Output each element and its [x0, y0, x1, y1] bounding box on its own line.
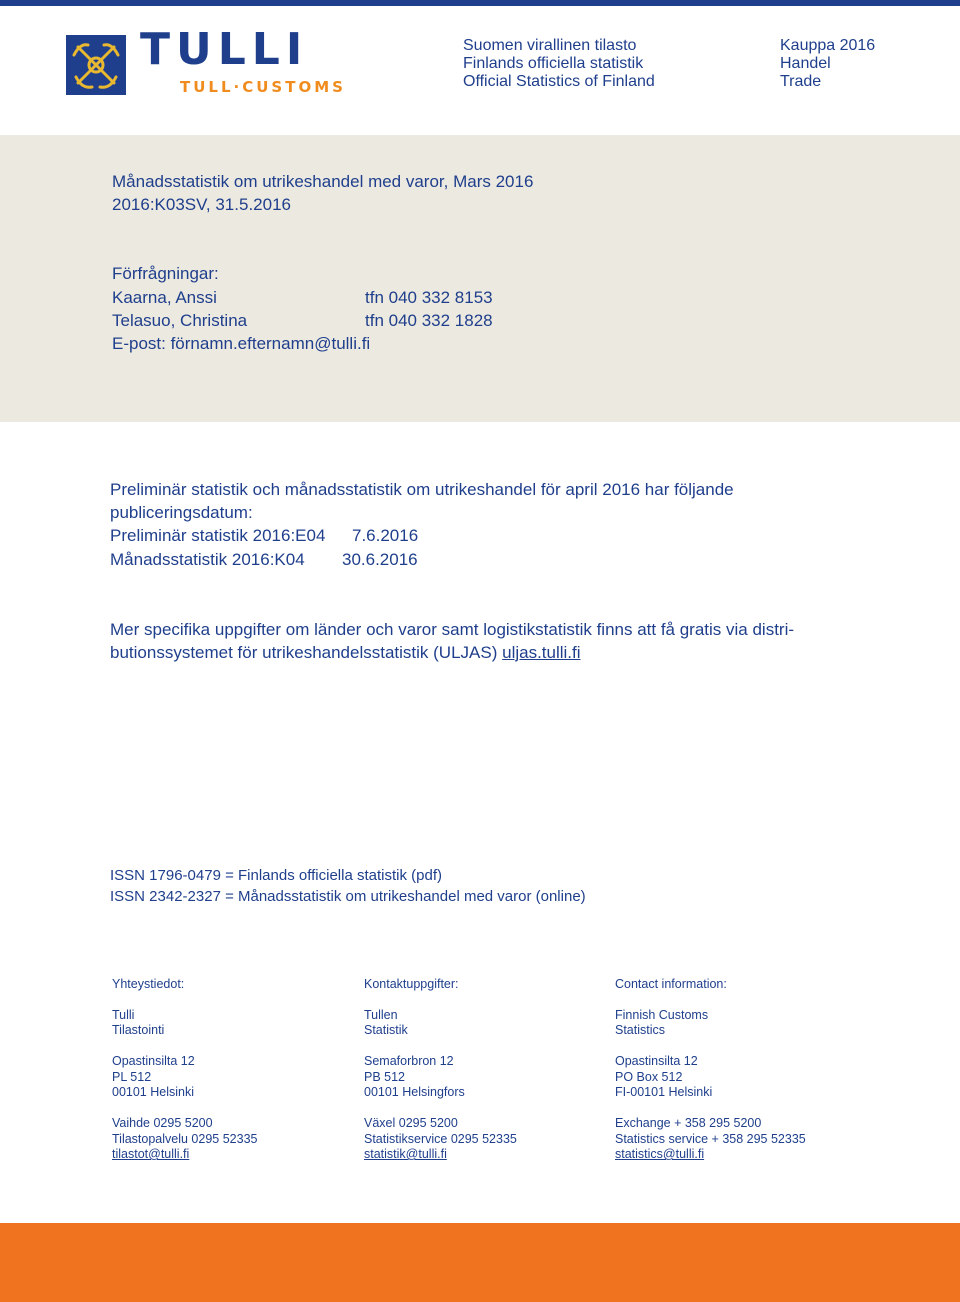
org-name: Tullen — [364, 1007, 398, 1022]
series-fi: Suomen virallinen tilasto — [463, 37, 637, 54]
publication-title: Månadsstatistik om utrikeshandel med varor, Mars 2016 — [112, 172, 534, 191]
uljas-link[interactable]: uljas.tulli.fi — [502, 643, 581, 662]
contact-heading: Contact information: — [615, 977, 727, 991]
release-item-date: 7.6.2016 — [352, 526, 419, 545]
contact-phone: tfn 040 332 8153 — [365, 288, 493, 307]
contact-column-fi — [112, 977, 257, 1163]
release-item-label: Månadsstatistik 2016:K04 — [110, 550, 305, 569]
phone-line: Vaihde 0295 5200 — [112, 1116, 213, 1130]
address-line: 00101 Helsinki — [112, 1085, 194, 1099]
issn-pdf: ISSN 1796-0479 = Finlands officiella statistik (pdf) — [110, 867, 442, 884]
address-line: Opastinsilta 12 — [615, 1054, 698, 1068]
contact-column-sv — [364, 977, 517, 1163]
org-name: Tulli — [112, 1007, 135, 1022]
phone-line: Statistikservice 0295 52335 — [364, 1131, 517, 1146]
email-link[interactable]: statistics@tulli.fi — [615, 1147, 705, 1161]
series-names — [463, 37, 655, 91]
topic-en: Trade — [780, 73, 822, 90]
series-en: Official Statistics of Finland — [463, 73, 655, 90]
topic-names — [780, 37, 875, 91]
address-line: PB 512 — [364, 1069, 406, 1084]
address-line: PO Box 512 — [615, 1069, 683, 1084]
contact-phone: tfn 040 332 1828 — [365, 311, 493, 330]
logo-subtitle: TULL·CUSTOMS — [180, 78, 346, 96]
release-intro: Preliminär statistik och månadsstatistik om utrikeshandel för april 2016 har följande — [110, 480, 734, 499]
publication-code: 2016:K03SV, 31.5.2016 — [112, 195, 291, 214]
address-line: 00101 Helsingfors — [364, 1085, 465, 1099]
address-line: Semaforbron 12 — [364, 1054, 454, 1068]
release-item-label: Preliminär statistik 2016:E04 — [110, 526, 326, 545]
top-accent-bar — [0, 0, 960, 6]
contact-heading: Kontaktuppgifter: — [364, 977, 459, 991]
org-name: Finnish Customs — [615, 1007, 709, 1022]
inquiries-label: Förfrågningar: — [112, 264, 219, 283]
phone-line: Statistics service + 358 295 52335 — [615, 1131, 806, 1146]
org-unit: Statistik — [364, 1023, 408, 1037]
issn-online: ISSN 2342-2327 = Månadsstatistik om utrikeshandel med varor (online) — [110, 888, 586, 905]
info-text-cont-label: butionssystemet för utrikeshandelsstatistik (ULJAS) — [110, 643, 498, 662]
org-unit: Tilastointi — [112, 1023, 165, 1037]
tulli-emblem-icon — [66, 35, 126, 95]
crossed-anchors-icon — [66, 35, 126, 95]
contact-name: Kaarna, Anssi — [112, 288, 217, 307]
series-sv: Finlands officiella statistik — [463, 55, 644, 72]
logo-title: TULLI — [140, 24, 309, 75]
address-line: FI-00101 Helsinki — [615, 1085, 713, 1099]
topic-sv: Handel — [780, 55, 831, 72]
topic-fi: Kauppa 2016 — [780, 37, 876, 54]
email-link[interactable]: statistik@tulli.fi — [364, 1147, 447, 1161]
phone-line: Växel 0295 5200 — [364, 1116, 458, 1130]
info-text: Mer specifika uppgifter om länder och varor samt logistikstatistik finns att få gratis via distri- — [110, 620, 795, 639]
contact-heading: Yhteystiedot: — [112, 977, 185, 991]
contact-email: E-post: förnamn.efternamn@tulli.fi — [112, 334, 371, 353]
email-link[interactable]: tilastot@tulli.fi — [112, 1147, 190, 1161]
footer-orange-band — [0, 1223, 960, 1302]
phone-line: Tilastopalvelu 0295 52335 — [112, 1131, 258, 1146]
info-text-cont — [110, 643, 581, 663]
release-intro-cont: publiceringsdatum: — [110, 503, 253, 522]
address-line: PL 512 — [112, 1069, 152, 1084]
phone-line: Exchange + 358 295 5200 — [615, 1116, 762, 1130]
contact-name: Telasuo, Christina — [112, 311, 248, 330]
release-item-date: 30.6.2016 — [342, 550, 418, 569]
address-line: Opastinsilta 12 — [112, 1054, 195, 1068]
contact-column-en — [615, 977, 806, 1163]
org-unit: Statistics — [615, 1023, 666, 1037]
